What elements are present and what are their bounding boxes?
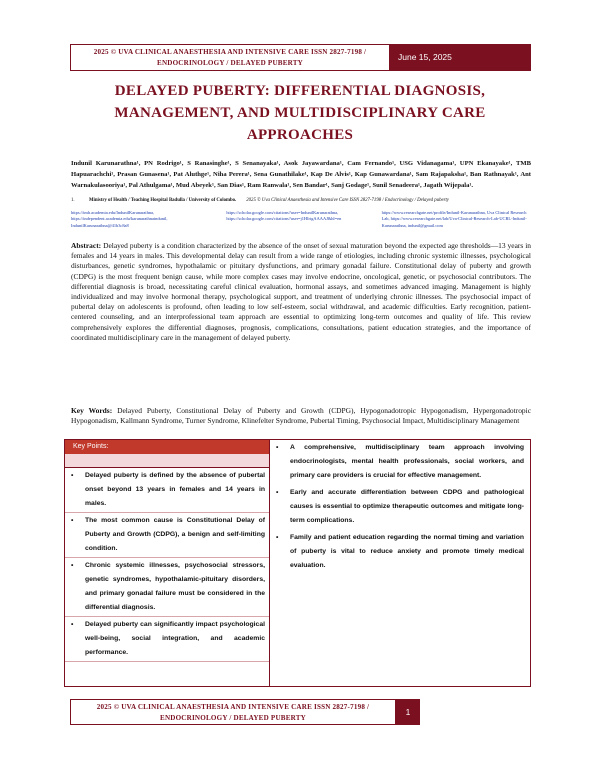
header-date: June 15, 2025 [390,44,531,71]
keywords-label: Key Words: [71,406,113,415]
bullet-icon: • [71,562,74,569]
header-journal-line-2: ENDOCRINOLOGY / DELAYED PUBERTY [157,59,303,67]
footer-journal-line-1: 2025 © UVA CLINICAL ANAESTHESIA AND INTENSIVE CARE ISSN 2827-7198 / [96,703,370,711]
page-number: 1 [396,699,420,725]
keywords-text: Delayed Puberty, Constitutional Delay of Puberty and Growth (CDPG), Hypogonadotropic Hypogonadism, Hypergonadotropic Hypogonadism, Kallmann Syndrome, Turner Syndrome, Klinefelter Syndrome, Pubertal Timing, Psychosocial Impact, Multidisciplinary Management [71,406,531,426]
abstract-text: Delayed puberty is a condition characterized by the absence of the onset of sexual maturation beyond the expected age thresholds—13 years in females and 14 years in males. This developmental delay can result from a wide range of etiologies, including chronic systemic illnesses, psychological disturbances, genetic syndromes, hypothalamic or pituitary dysfunctions, and primary gonadal failure. Constitutional delay of puberty and growth (CDPG) is the most frequent benign cause, while more complex cases may involve endocrine, oncological, genetic, or psychosocial contributors. The differential diagnosis is broad, necessitating careful clinical evaluation, hormonal assays, and sometimes advanced imaging. Management is highly individualized and may involve hormonal therapy, psychological support, and treatment of underlying chronic illnesses. The psychosocial impact of pubertal delay on adolescents is profound, often leading to low self-esteem, social withdrawal, and academic difficulties. Early recognition, patient-centered counseling, and an interprofessional team approach are essential to optimizing long-term outcomes and quality of life. This review comprehensively explores the differential diagnoses, prognosis, complications, consultations, patient education strategies, and the importance of coordinated multidisciplinary care in the management of delayed puberty. [71,241,531,342]
author-link-3[interactable]: https://www.researchgate.net/profile/Indunil-Karunarathna, Uva Clinical Research Lab, https://www.researchgate.net/lab/Uva-Clinical-Research-Lab-UCRL-Indunil-Karunarathna, indunil@gmail.com [381,210,527,228]
key-point-item: • Family and patient education regarding the normal timing and variation of puberty is vital to reduce anxiety and promote timely medical evaluation. [270,530,530,575]
abstract [71,241,531,343]
keywords [71,406,531,426]
footer-journal-line-2: ENDOCRINOLOGY / DELAYED PUBERTY [160,714,306,722]
bullet-icon: • [276,444,279,451]
author-link-1[interactable]: https://tmh.academia.edu/IndunilKarunarathna, https://independent.academia.edu/karunarathnaindunil, IndunilKarunarathna@41b3c8a8 [71,210,168,228]
header-journal-line-1: 2025 © UVA CLINICAL ANAESTHESIA AND INTENSIVE CARE ISSN 2827-7198 / [93,48,367,56]
key-point-item: • Chronic systemic illnesses, psychosocial stressors, genetic syndromes, hypothalamic-pituitary disorders, and primary gonadal failure must be considered in the differential diagnosis. [65,558,269,617]
abstract-label: Abstract: [71,241,102,250]
key-points-left-list [65,468,269,662]
author-link-2[interactable]: https://scholar.google.com/citations?user=IndunilKarunarathna, https://scholar.google.com/citations?user=j1HIrtgAAAAJ&hl=en [226,210,342,222]
key-points-band [65,454,269,468]
key-point-item: • The most common cause is Constitutional Delay of Puberty and Growth (CDPG), a benign and self-limiting condition. [65,513,269,558]
key-points-right-column [270,439,531,687]
header-journal-box [70,44,390,71]
key-point-item: • Early and accurate differentiation between CDPG and pathological causes is essential to optimize therapeutic outcomes and mitigate long-term complications. [270,485,530,530]
author-links [71,210,531,229]
author-list: Indunil Karunarathna¹, PN Rodrigo¹, S Ranasinghe¹, S Senanayaka¹, Asok Jayawardana¹, Cam Fernando¹, USG Vidanagama¹, UPN Ekanayake¹, TMB Hapuarachchi¹, Prasan Gunasena¹, Pat Aluthge¹, Niha Perera¹, Sena Gunathilake¹, Kap De Alvis¹, Kap Gunawardana¹, Sam Rajapaksha¹, Ban Rathnayak¹, Ant Warnakulasooriya¹, Pal Athulgama¹, Mud Abeyek¹, San Dias¹, Ram Ranwala¹, Sen Bandar¹, Sanj Godage¹, Sunil Senadeera¹, Jagath Wijepala¹. [71,160,531,189]
bullet-icon: • [276,534,279,541]
key-point-item: • A comprehensive, multidisciplinary team approach involving endocrinologists, mental health professionals, social workers, and primary care providers is crucial for effective management. [270,440,530,485]
running-footer [70,699,420,725]
key-point-item: • Delayed puberty can significantly impact psychological well-being, social integration, and academic performance. [65,617,269,662]
affiliation-number: 1. [71,198,75,203]
key-point-item: • Delayed puberty is defined by the absence of pubertal onset beyond 13 years in females and 14 years in males. [65,468,269,513]
key-points-left-column [64,439,270,687]
affiliation-text: Ministry of Health / Teaching Hospital Badulla / University of Colombo. [89,198,237,203]
paper-title: DELAYED PUBERTY: DIFFERENTIAL DIAGNOSIS, MANAGEMENT, AND MULTIDISCIPLINARY CARE APPROACHES [114,83,486,143]
affiliation [71,198,531,204]
bullet-icon: • [71,472,74,479]
affiliation-citation: 2025 © Uva Clinical Anaesthesia and Intensive Care ISSN 2827-7198 / Endocrinology / Delayed puberty [246,198,449,203]
bullet-icon: • [71,517,74,524]
key-points-heading: Key Points: [65,440,269,454]
running-header [70,44,531,71]
key-points-right-list [270,440,530,575]
bullet-icon: • [71,621,74,628]
footer-journal-box [70,699,396,725]
bullet-icon: • [276,489,279,496]
